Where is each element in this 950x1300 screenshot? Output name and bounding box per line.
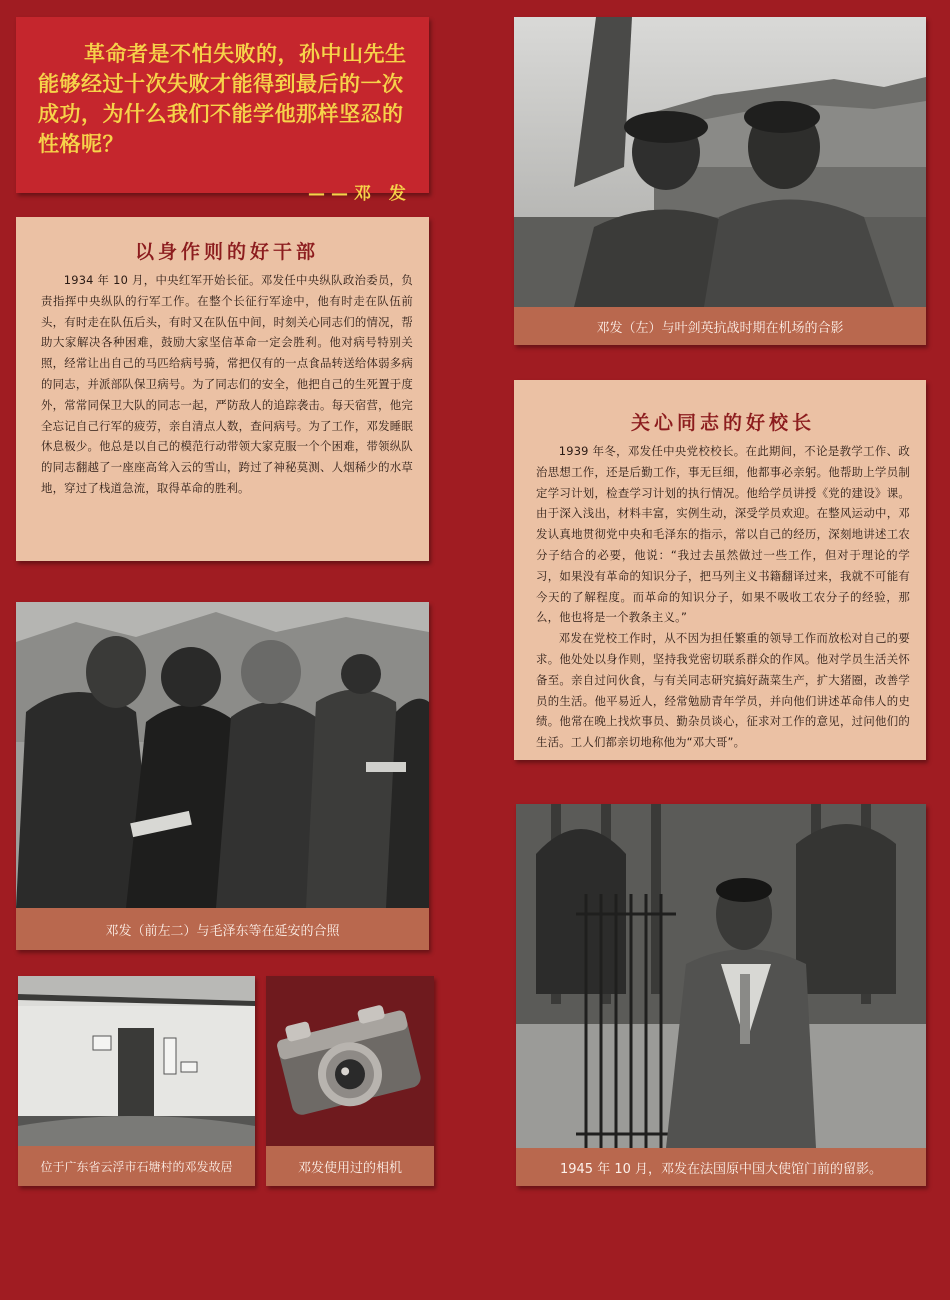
photo-caption: 位于广东省云浮市石塘村的邓发故居 xyxy=(40,1159,233,1174)
photo-caption: 邓发（左）与叶剑英抗战时期在机场的合影 xyxy=(596,320,844,336)
photo-house-card xyxy=(18,976,255,1186)
quote-text: 革命者是不怕失败的，孙中山先生能够经过十次失败才能得到最后的一次成功，为什么我们不能学他那样坚忍的性格呢？ xyxy=(38,42,407,156)
photo-camera xyxy=(266,976,434,1146)
photo-paris xyxy=(516,804,926,1148)
section-title: 关心同志的好校长 xyxy=(630,412,815,434)
photo-airport xyxy=(514,17,926,307)
section-paragraph: 1934 年 10 月，中央红军开始长征。邓发任中央纵队政治委员，负责指挥中央纵队的行军工作。在整个长征行军途中，他有时走在队伍前头，有时走在队伍后头，有时又在队伍中间，时刻关心同志们的情况，帮助大家解决各种困难，鼓励大家坚信革命一定会胜利。他对病号特别关照，经常让出自己的马匹给病号骑，常把仅有的一点食品转送给体弱多病的同志，并派部队保卫病号。为了同志们的安全，他把自己的生死置于度外，常常同保卫大队的同志一起，严防敌人的追踪袭击。每天宿营，他完全忘记自己行军的疲劳，亲自清点人数，查问病号。为了工作，邓发睡眠休息极少。他总是以自己的模范行动带领大家克服一个个困难，带领纵队的同志翻越了一座座高耸入云的雪山，跨过了神秘莫测、人烟稀少的水草地，穿过了栈道急流，取得革命的胜利。 xyxy=(41,273,413,495)
section-paragraph: 1939 年冬，邓发任中央党校校长。在此期间，不论是教学工作、政治思想工作，还是后勤工作，事无巨细，他都事必亲躬。他帮助上学员制定学习计划，检查学习计划的执行情况。他给学员讲授《党的建设》课。由于深入浅出，材料丰富，实例生动，深受学员欢迎。在整风运动中，邓发认真地贯彻党中央和毛泽东的指示，常以自己的经历，深刻地讲述工农分子结合的必要，他说：“我过去虽然做过一些工作，但对于理论的学习，如果没有革命的知识分子，把马列主义书籍翻译过来，我就不可能有今天的了解程度。而革命的知识分子，如果不吸收工农分子的经验，那么，他也将是一个教条主义。” xyxy=(536,444,910,625)
photo-yanan xyxy=(16,602,429,908)
photo-caption: 1945 年 10 月，邓发在法国原中国大使馆门前的留影。 xyxy=(559,1161,883,1177)
photo-yanan-card xyxy=(16,602,429,950)
quote-author: ——邓 发 xyxy=(308,184,412,204)
photo-house xyxy=(18,976,255,1146)
section-title: 以身作则的好干部 xyxy=(134,241,319,263)
photo-airport-card xyxy=(514,17,926,345)
quote-box xyxy=(16,17,429,204)
photo-caption: 邓发（前左二）与毛泽东等在延安的合照 xyxy=(105,923,340,939)
section-caring-principal xyxy=(514,380,926,760)
section-paragraph: 邓发在党校工作时，从不因为担任繁重的领导工作而放松对自己的要求。他处处以身作则，坚持我党密切联系群众的作风。他对学员生活关怀备至。亲自过问伙食，与有关同志研究搞好蔬菜生产，扩大猪圈，改善学员的生活。他平易近人，经常勉励青年学员，并向他们讲述革命伟人的史绩。他常在晚上找炊事员、勤杂员谈心，征求对工作的意见，过问他们的生活。工人们都亲切地称他为“邓大哥”。 xyxy=(536,631,910,750)
photo-camera-card xyxy=(266,976,434,1186)
photo-caption: 邓发使用过的相机 xyxy=(297,1160,402,1176)
section-exemplary-cadre xyxy=(16,217,429,561)
photo-paris-card xyxy=(516,804,926,1186)
